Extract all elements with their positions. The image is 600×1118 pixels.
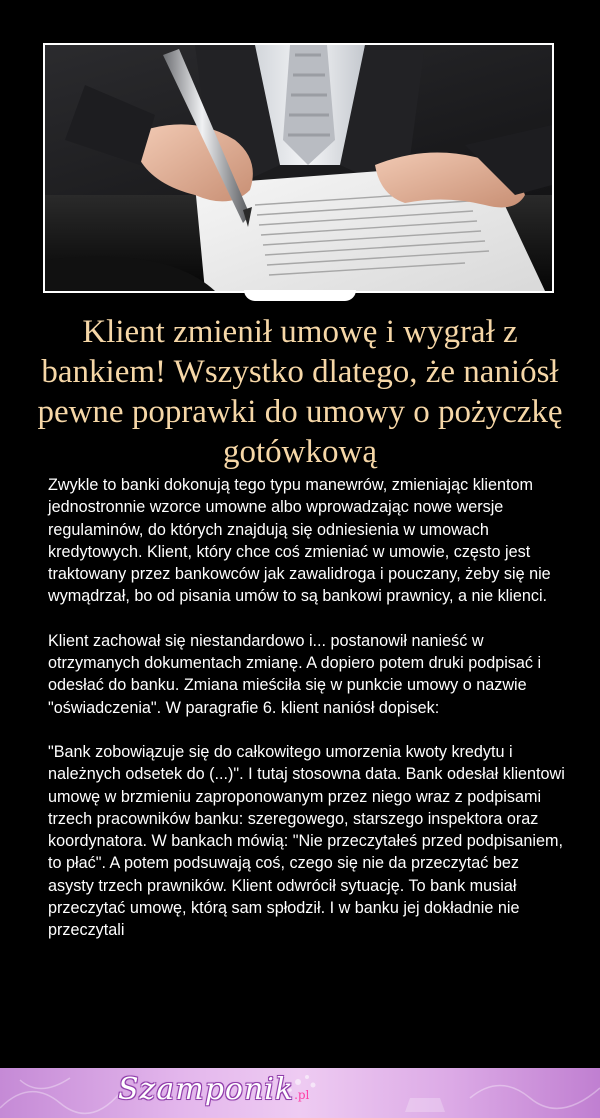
site-footer-bar bbox=[0, 1068, 600, 1118]
logo-suffix: .pl bbox=[294, 1088, 310, 1102]
article-headline: Klient zmienił umowę i wygrał z bankiem! Wszystko dlatego, że naniósł pewne poprawki do umowy o pożyczkę gotówkową bbox=[37, 314, 563, 470]
article-photo bbox=[43, 43, 554, 293]
article-paragraph: "Bank zobowiązuje się do całkowitego umorzenia kwoty kredytu i należnych odsetek do (...)". I tutaj stosowna data. Bank odesłał klientowi umowę w brzmieniu zaproponowanym przez niego wraz z podpisami trzech pracowników banku: szeregowego, starszego inspektora oraz koordynatora. W bankach mówią: "Nie przeczytałeś przed podpisaniem, to płać". A potem podsuwają coś, czego się nie da przeczytać bez asysty trzech prawników. Klient odwrócił sytuację. To bank musiał przeczytać umowę, którą sam spłodził. I w banku jej dokładnie nie przeczytali bbox=[48, 742, 565, 940]
article-paragraph: Zwykle to banki dokonują tego typu manewrów, zmieniając klientom jednostronnie wzorce umowne albo wprowadzając nowe wersje regulaminów, do których znajdują się odniesienia w umowach kredytowych. Klient, który chce coś zmieniać w umowie, często jest traktowany przez bankowców jak zawalidroga i pouczany, żeby się nie wymądrzał, bo od pisania umów to są bankowi prawnicy, a nie klienci. bbox=[48, 476, 551, 606]
article-paragraph: Klient zachował się niestandardowo i... postanowił nanieść w otrzymanych dokumentach zmianę. A dopiero potem druki podpisać i odesłać do banku. Zmiana mieściła się w punkcie umowy o nazwie "oświadczenia". W paragrafie 6. klient naniósł dopisek: bbox=[48, 631, 542, 717]
photo-frame-tab bbox=[244, 290, 356, 301]
logo-text: Szamponik bbox=[118, 1072, 295, 1107]
article-body bbox=[48, 474, 568, 964]
document-signing-illustration bbox=[45, 45, 552, 291]
site-logo[interactable] bbox=[118, 1072, 309, 1107]
